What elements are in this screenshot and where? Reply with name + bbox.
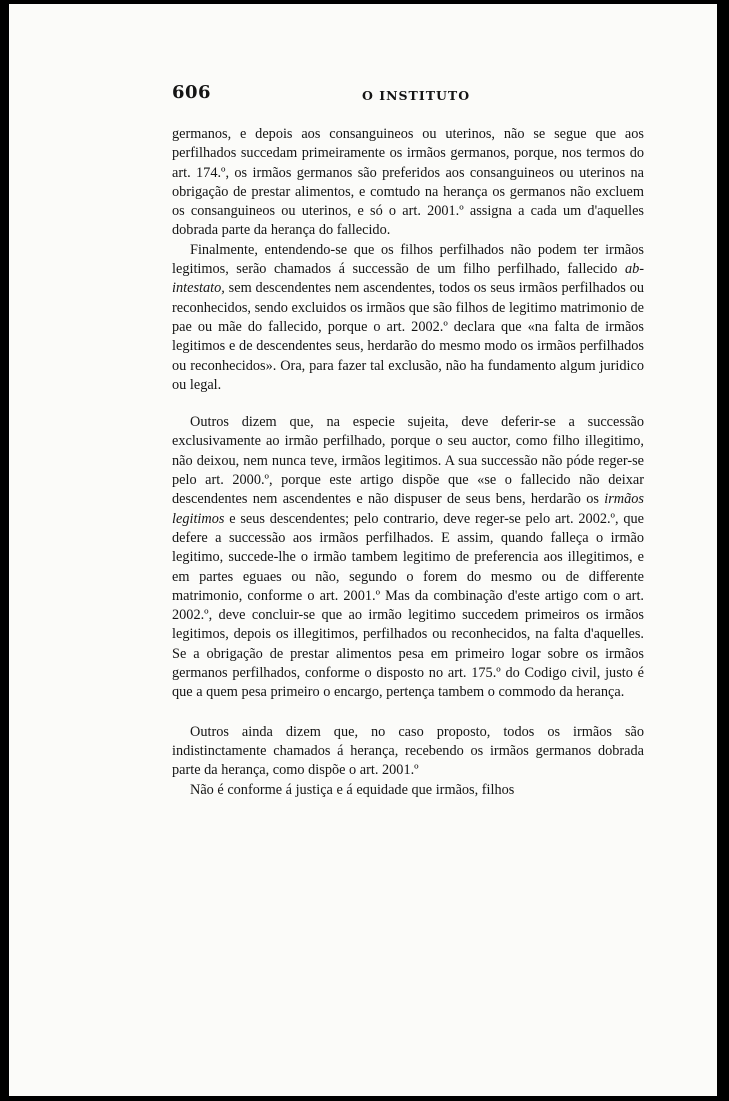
paragraph-1 xyxy=(172,125,644,241)
paragraph-3 xyxy=(172,413,644,702)
book-page xyxy=(172,80,644,800)
text-segment: e seus descendentes; pelo contrario, deve reger-se pelo art. 2002.º, que defere a successão aos irmãos perfilhados. E assim, quando falleça o irmão legitimo, succede-lhe o irmão tambem legitimo de preferencia aos illegitimos, e em partes eguaes ou não, segundo o forem do mesmo ou de differente matrimonio, conforme o art. 2001.º Mas da combinação d'este artigo com o art. 2002.º, deve concluir-se que ao irmão legitimo succedem primeiros os irmãos legitimos, depois os illegitimos, perfilhados ou reconhecidos, na falta d'aquelles. Se a obrigação de prestar alimentos pesa em primeiro logar sobre os irmãos germanos perfilhados, conforme o disposto no art. 175.º do Codigo civil, justo é que a quem pesa primeiro o encargo, pertença tambem o commodo da herança. xyxy=(172,510,644,701)
page-number: 606 xyxy=(172,82,212,103)
italic-term: ab-intestato, xyxy=(172,261,644,297)
page-body xyxy=(172,125,644,800)
text-segment: sem descendentes nem ascendentes, todos os seus irmãos perfilhados ou reconhecidos, sendo excluidos os irmãos que são filhos de legitimo matrimonio de pae ou mãe do fallecido, porque o art. 2002.º declara que «na falta de irmãos legitimos e de descendentes seus, herdarão do mesmo modo os irmãos perfilhados ou reconhecidos». Ora, para fazer tal exclusão, não ha fundamento algum juridico ou legal. xyxy=(172,280,644,393)
text-segment: germanos, e depois aos consanguineos ou uterinos, não se segue que aos perfilhados succedam primeiramente os irmãos germanos, porque, nos termos do art. 174.º, os irmãos germanos são preferidos aos consanguineos ou uterinos na obrigação de prestar alimentos, e comtudo na herança os germanos não excluem os consanguineos ou uterinos, e só o art. 2001.º assigna a cada um d'aquelles dobrada parte da herança do fallecido. xyxy=(172,126,644,239)
text-segment: Outros dizem que, na especie sujeita, deve deferir-se a successão exclusivamente ao irmão perfilhado, porque o seu auctor, como filho illegitimo, não deixou, nem nunca teve, irmãos legitimos. A sua successão não póde reger-se pelo art. 2000.º, porque este artigo dispõe que «se o fallecido não deixar descendentes nem ascendentes e não dispuser de seus bens, herdarão os xyxy=(172,414,644,508)
running-title: O INSTITUTO xyxy=(362,88,471,103)
text-segment: Não é conforme á justiça e á equidade que irmãos, filhos xyxy=(190,781,515,798)
italic-term: irmãos legitimos xyxy=(172,491,644,527)
text-segment: Finalmente, entendendo-se que os filhos perfilhados não podem ter irmãos legitimos, serão chamados á successão de um filho perfilhado, fallecido xyxy=(172,241,644,278)
text-segment: Outros ainda dizem que, no caso proposto, todos os irmãos são indistinctamente chamados á herança, recebendo os irmãos germanos dobrada parte da herança, como dispõe o art. 2001.º xyxy=(172,723,644,779)
paragraph-4 xyxy=(172,723,644,781)
paragraph-2 xyxy=(172,241,644,395)
page-header xyxy=(172,80,644,108)
paragraph-5 xyxy=(172,781,644,800)
